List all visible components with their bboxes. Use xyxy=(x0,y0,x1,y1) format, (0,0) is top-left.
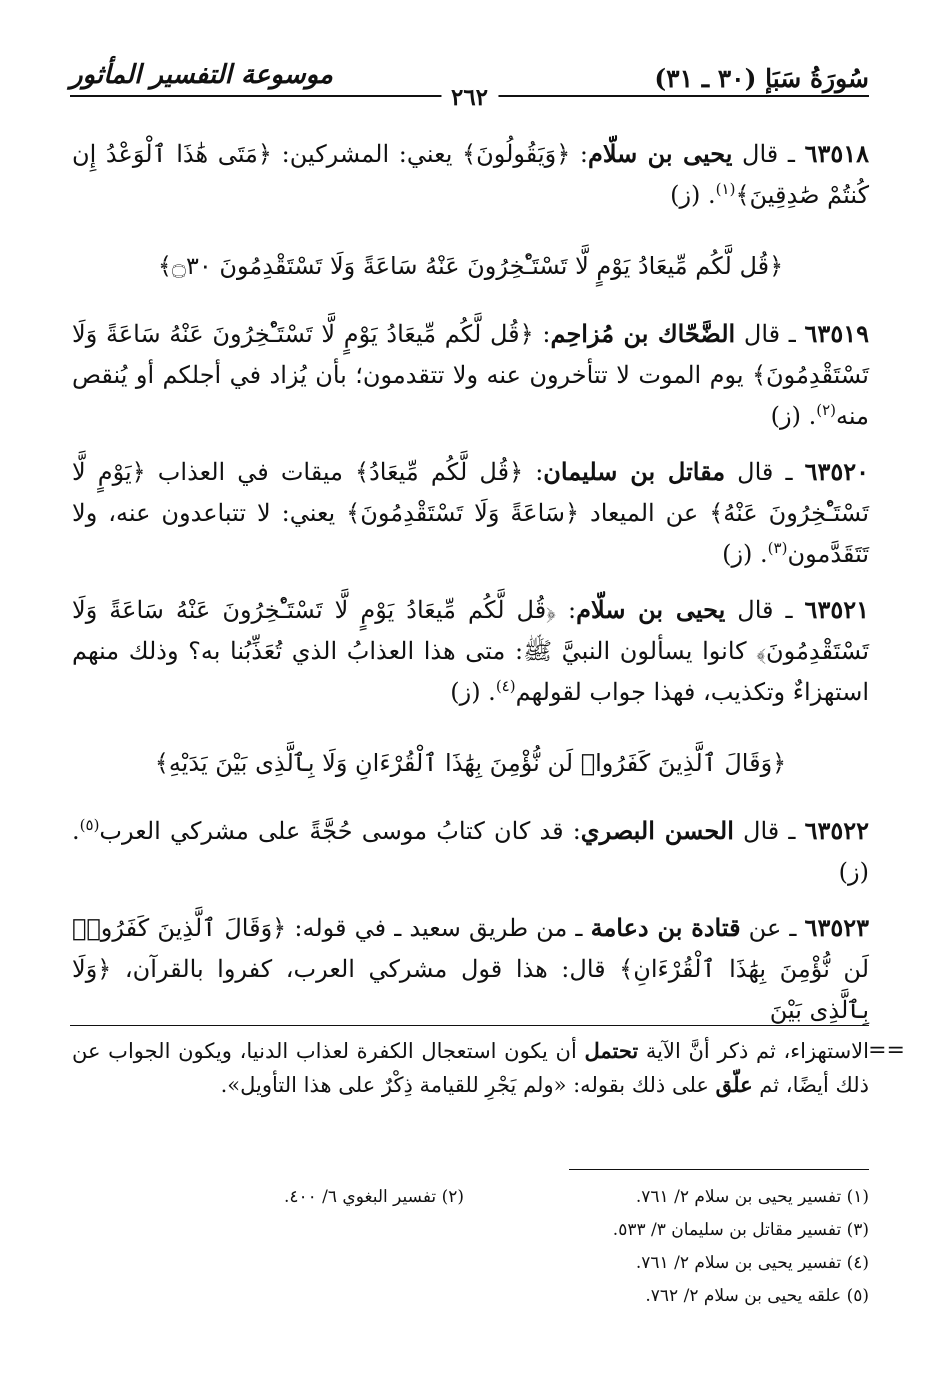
narrator-name: يحيى بن سلّام xyxy=(576,595,726,624)
narration-intro: ـ قال xyxy=(725,596,805,624)
footnote-3: (٣) تفسير مقاتل بن سليمان ٣/ ٥٣٣. xyxy=(612,1220,869,1240)
narration-body: ـ من طريق سعيد ـ في قوله: ﴿وَقَالَ ٱلَّذِينَ كَفَرُوا۟ لَن نُّؤْمِنَ بِهَٰذَا ٱلْقُرْءَانِ﴾ قال: هذا قول مشركي العرب، كفروا بالقرآن، ﴿وَلَا بِٱلَّذِى بَيْنَ xyxy=(72,914,869,1024)
note-text-3: على ذلك بقوله: «ولم يَجْرِ للقيامة ذِكْرٌ على هذا التأويل». xyxy=(220,1073,716,1097)
continuation-mark: == xyxy=(868,1038,905,1063)
series-title: موسوعة التفسير المأثور xyxy=(70,60,333,90)
verse-31: ﴿وَقَالَ ٱلَّذِينَ كَفَرُوا۟ لَن نُّؤْمِنَ بِهَٰذَا ٱلْقُرْءَانِ وَلَا بِٱلَّذِى بَيْنَ يَدَيْهِ﴾ xyxy=(154,749,787,777)
narration-intro: ـ عن xyxy=(740,914,805,942)
narration-body: : ﴿وَيَقُولُونَ﴾ يعني: المشركين: ﴿مَتَى هَٰذَا ٱلْوَعْدُ إِن كُنتُمْ صَٰدِقِينَ﴾ xyxy=(72,140,869,209)
footnote-ref[interactable]: (١) xyxy=(715,180,736,198)
footnote-ref[interactable]: (٤) xyxy=(495,677,516,695)
narration-number: ٦٣٥١٨ xyxy=(804,139,870,168)
narration-intro: ـ قال xyxy=(735,320,805,348)
narration-63522 xyxy=(72,810,869,893)
main-text xyxy=(72,133,869,1045)
footnote-1: (١) تفسير يحيى بن سلام ٢/ ٧٦١. xyxy=(635,1187,869,1207)
narration-body: : ﴿قُل لَّكُم مِّيعَادُ يَوْمٍ لَّا تَسْتَـْٔخِرُونَ عَنْهُ سَاعَةً وَلَا تَسْتَقْدِمُونَ﴾ كانوا يسألون النبيَّ ﷺ: متى هذا العذابُ الذي تُعَذِّبُنا به؟ وذلك منهم استهزاءٌ وتكذيب، فهذا جواب لقولهم xyxy=(72,596,869,706)
narration-number: ٦٣٥٢٣ xyxy=(804,913,869,942)
narration-intro: ـ قال xyxy=(725,458,805,486)
narration-body: : ﴿قُل لَّكُم مِّيعَادُ﴾ ميقات في العذاب ﴿يَوْمٍ لَّا تَسْتَـْٔخِرُونَ عَنْهُ﴾ عن الميعاد ﴿سَاعَةً وَلَا تَسْتَقْدِمُونَ﴾ يعني: لا تتباعدون عنه، ولا تَتَقَدَّمون xyxy=(72,458,869,568)
narration-tail: . (ز) xyxy=(670,181,716,209)
narration-tail: . (ز) xyxy=(72,817,869,886)
note-text-2: أن يكون استعجال الكفرة لعذاب الدنيا، ويكون الجواب عن ذلك أيضًا، ثم xyxy=(72,1039,869,1097)
continued-note xyxy=(72,1034,905,1102)
narration-intro: ـ قال xyxy=(732,140,805,168)
note-bold-1: تحتمل xyxy=(584,1038,639,1063)
narration-body: : ﴿قُل لَّكُم مِّيعَادُ يَوْمٍ لَّا تَسْتَـْٔخِرُونَ عَنْهُ سَاعَةً وَلَا تَسْتَقْدِمُونَ﴾ يوم الموت لا تتأخرون عنه ولا تتقدمون؛ بأن يُزاد في أجلكم أو يُنقص منه xyxy=(72,320,869,430)
narration-tail: . (ز) xyxy=(450,678,496,706)
footnote-2: (٢) تفسير البغوي ٦/ ٤٠٠. xyxy=(283,1187,464,1207)
narration-tail: . (ز) xyxy=(770,402,817,430)
continuation-rule xyxy=(70,1025,869,1026)
footnote-ref[interactable]: (٢) xyxy=(816,401,837,419)
narration-63521 xyxy=(72,589,869,713)
footnote-5: (٥) علقه يحيى بن سلام ٢/ ٧٦٢. xyxy=(645,1286,869,1306)
narrator-name: الحسن البصري xyxy=(580,816,734,845)
narration-intro: ـ قال xyxy=(733,817,805,845)
running-header xyxy=(70,58,869,111)
note-bold-2: علّق xyxy=(715,1072,753,1097)
surah-title: سُورَةُ سَبَإ (٣٠ ـ ٣١) xyxy=(654,64,869,93)
narration-63519 xyxy=(72,313,869,437)
narration-63520 xyxy=(72,451,869,575)
narrator-name: يحيى بن سلّام xyxy=(588,139,733,168)
verse-30: ﴿قُل لَّكُم مِّيعَادُ يَوْمٍ لَّا تَسْتَـْٔخِرُونَ عَنْهُ سَاعَةً وَلَا تَسْتَقْدِمُونَ ۝٣٠﴾ xyxy=(157,252,784,280)
narration-number: ٦٣٥١٩ xyxy=(804,319,869,348)
page-number: ٢٦٢ xyxy=(441,84,498,111)
footnote-4: (٤) تفسير يحيى بن سلام ٢/ ٧٦١. xyxy=(635,1253,869,1273)
narration-number: ٦٣٥٢٠ xyxy=(804,457,870,486)
note-text-1: الاستهزاء، ثم ذكر أنَّ الآية xyxy=(638,1039,869,1063)
narrator-name: قتادة بن دعامة xyxy=(590,913,741,942)
narration-63518 xyxy=(72,133,869,216)
narration-number: ٦٣٥٢١ xyxy=(804,595,869,624)
narration-63523 xyxy=(72,907,869,1031)
narrator-name: الضَّحّاك بن مُزاحِم xyxy=(550,319,736,348)
narrator-name: مقاتل بن سليمان xyxy=(543,457,726,486)
footnote-ref[interactable]: (٣) xyxy=(767,539,788,557)
footnote-ref[interactable]: (٥) xyxy=(79,816,100,834)
footnotes-rule xyxy=(569,1169,869,1170)
narration-number: ٦٣٥٢٢ xyxy=(804,816,870,845)
narration-body: : قد كان كتابُ موسى حُجَّةً على مشركي العرب xyxy=(99,817,581,845)
narration-tail: . (ز) xyxy=(722,540,768,568)
